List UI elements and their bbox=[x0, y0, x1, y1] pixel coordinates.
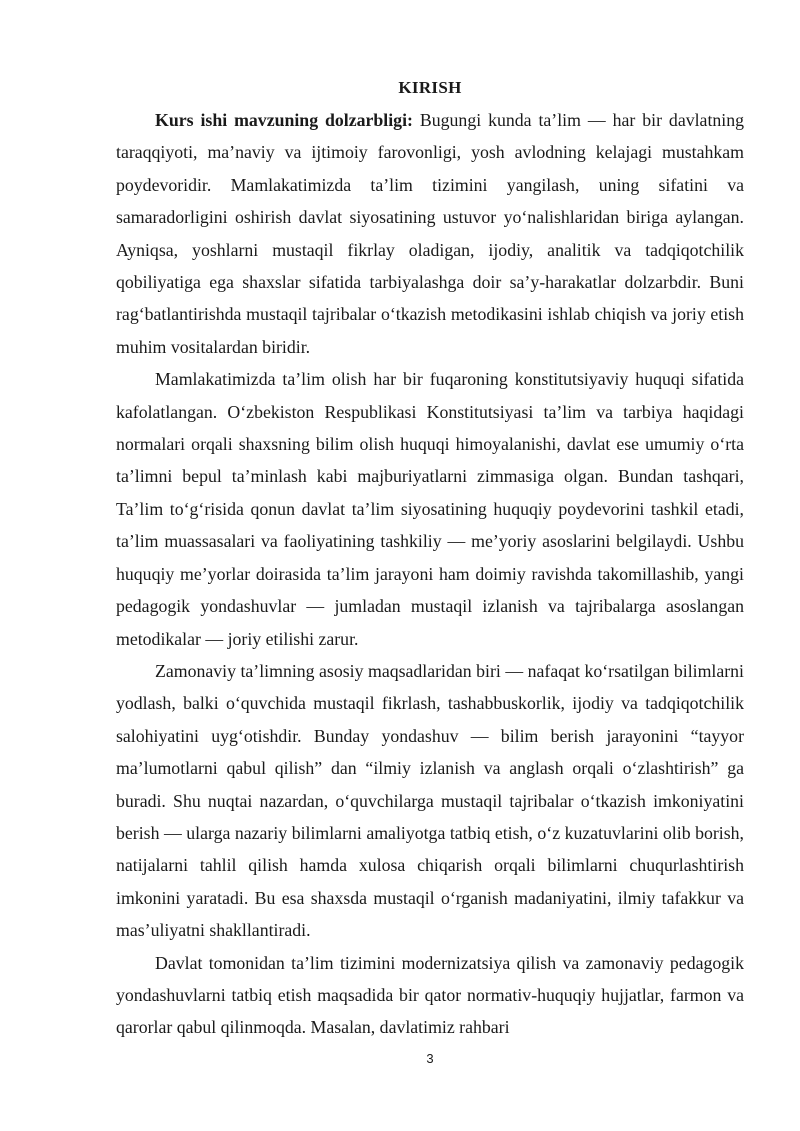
paragraph-intro-text: Bugungi kunda ta’lim — har bir davlatning taraqqiyoti, ma’naviy va ijtimoiy farovonligi, yosh avlodning kelajagi mustahkam poydevoridir. Mamlakatimizda ta’lim tizimini yangilash, uning sifatini va samaradorligini oshirish davlat siyosatining ustuvor yo‘nalishlaridan biriga aylangan. Ayniqsa, yoshlarni mustaqil fikrlay oladigan, ijodiy, analitik va tadqiqotchilik qobiliyatiga ega shaxslar sifatida tarbiyalashga doir sa’y-harakatlar dolzarbdir. Buni rag‘batlantirishda mustaqil tajribalar o‘tkazish metodikasini ishlab chiqish va joriy etish muhim vositalardan biridir. bbox=[116, 110, 744, 357]
body-text bbox=[116, 104, 744, 1044]
paragraph: Mamlakatimizda ta’lim olish har bir fuqaroning konstitutsiyaviy huquqi sifatida kafolatlangan. O‘zbekiston Respublikasi Konstitutsiyasi ta’lim va tarbiya haqidagi normalari orqali shaxsning bilim olish huquqi himoyalanishi, davlat ese umumiy o‘rta ta’limni bepul ta’minlash kabi majburiyatlarni zimmasiga olgan. Bundan tashqari, Ta’lim to‘g‘risida qonun davlat ta’lim siyosatining huquqiy poydevorini tashkil etadi, ta’lim muassasalari va faoliyatining tashkiliy — me’yoriy asoslarini belgilaydi. Ushbu huquqiy me’yorlar doirasida ta’lim jarayoni ham doimiy ravishda takomillashib, yangi pedagogik yondashuvlar — jumladan mustaqil izlanish va tajribalarga asoslangan metodikalar — joriy etilishi zarur. bbox=[116, 369, 744, 649]
paragraph-intro bbox=[116, 104, 744, 363]
paragraph-lead: Kurs ishi mavzuning dolzarbligi: bbox=[155, 110, 413, 130]
page-number: 3 bbox=[426, 1051, 434, 1066]
page-title: KIRISH bbox=[398, 78, 462, 97]
paragraph: Zamonaviy ta’limning asosiy maqsadlaridan biri — nafaqat ko‘rsatilgan bilimlarni yodlash, balki o‘quvchida mustaqil fikrlash, tashabbuskorlik, ijodiy va tadqiqotchilik salohiyatini uyg‘otishdir. Bunday yondashuv — bilim berish jarayonini “tayyor ma’lumotlarni qabul qilish” dan “ilmiy izlanish va anglash orqali o‘zlashtirish” ga buradi. Shu nuqtai nazardan, o‘quvchilarga mustaqil tajribalar o‘tkazish imkoniyatini berish — ularga nazariy bilimlarni amaliyotga tatbiq etish, o‘z kuzatuvlarini olib borish, natijalarni tahlil qilish hamda xulosa chiqarish orqali bilimlarni chuqurlashtirish imkonini yaratadi. Bu esa shaxsda mustaqil o‘rganish madaniyatini, ilmiy tafakkur va mas’uliyatni shakllantiradi. bbox=[116, 660, 744, 941]
paragraph: Davlat tomonidan ta’lim tizimini modernizatsiya qilish va zamonaviy pedagogik yondashuvlarni tatbiq etish maqsadida bir qator normativ-huquqiy hujjatlar, farmon va qarorlar qabul qilinmoqda. Masalan, davlatimiz rahbari bbox=[116, 952, 744, 1038]
